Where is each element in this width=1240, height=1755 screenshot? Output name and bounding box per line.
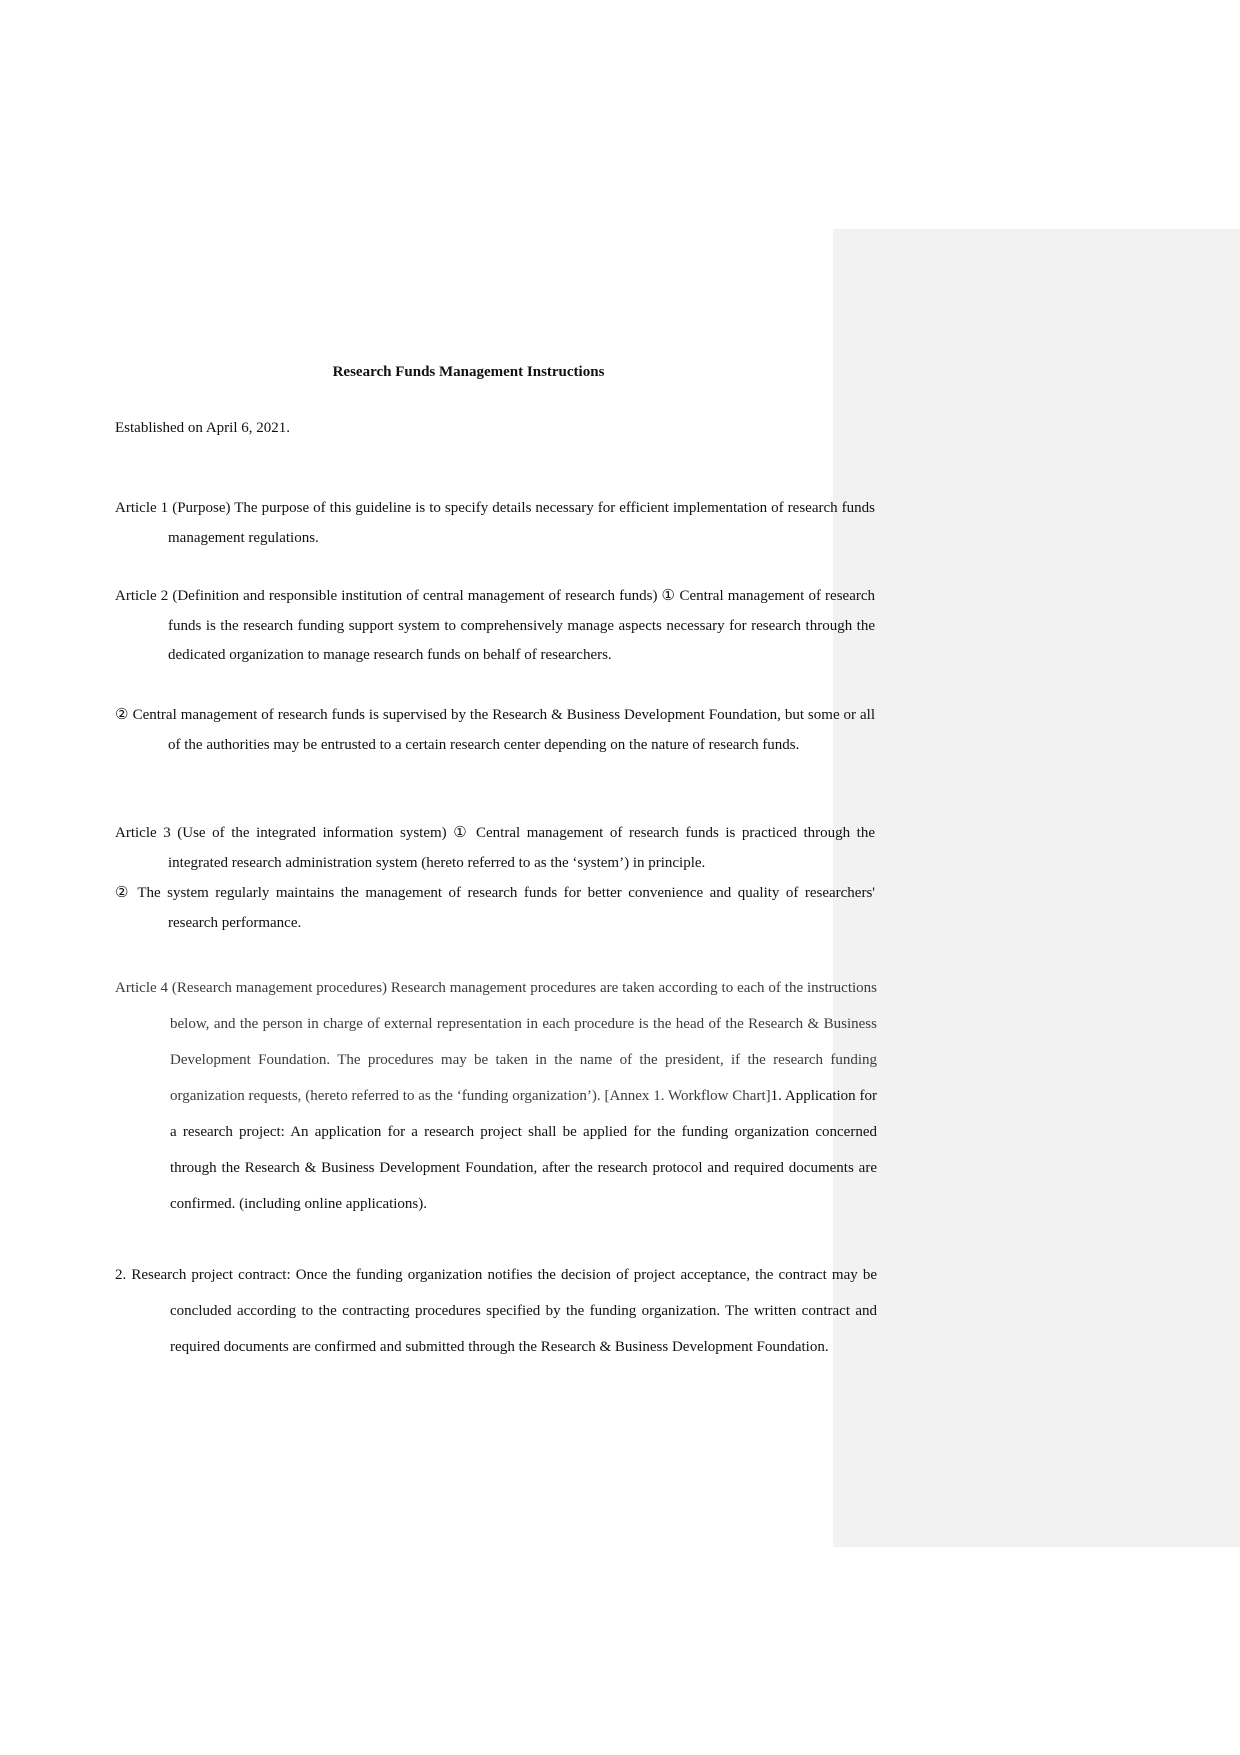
article-2: Article 2 (Definition and responsible institution of central management of research funds) ① Central management of research funds is the research funding support system to comprehensively manage aspects necessary for research through the dedicated organization to manage research funds on behalf of researchers. xyxy=(115,588,875,663)
established-date: Established on April 6, 2021. xyxy=(115,420,290,436)
article-2-item-2: ② Central management of research funds is supervised by the Research & Business Development Foundation, but some or all of the authorities may be entrusted to a certain research center depending on the nature of research funds. xyxy=(115,707,875,753)
article-4-item-2: 2. Research project contract: Once the funding organization notifies the decision of project acceptance, the contract may be concluded according to the contracting procedures specified by the funding organization. The written contract and required documents are confirmed and submitted through the Research & Business Development Foundation. xyxy=(115,1267,877,1355)
document-title: Research Funds Management Instructions xyxy=(332,364,605,380)
article-1: Article 1 (Purpose) The purpose of this guideline is to specify details necessary for efficient implementation of research funds management regulations. xyxy=(115,500,875,546)
article-3-item-2: ② The system regularly maintains the management of research funds for better convenience and quality of researchers' research performance. xyxy=(115,885,875,931)
article-4-intro: Article 4 (Research management procedures) Research management procedures are taken according to each of the instructions below, and the person in charge of external representation in each procedure is the head of the Research & Business Development Foundation. The procedures may be taken in the name of the president, if the research funding organization requests, (hereto referred to as the ‘funding organization’). [Annex 1. Workflow Chart] xyxy=(115,980,877,1104)
comment-pane xyxy=(833,229,1240,1547)
article-3: Article 3 (Use of the integrated information system) ① Central management of research funds is practiced through the integrated research administration system (hereto referred to as the ‘system’) in principle. xyxy=(115,825,875,871)
article-4 xyxy=(115,970,877,1222)
article-4-item-1: 1. Application for a research project: An application for a research project shall be applied for the funding organization concerned through the Research & Business Development Foundation, after the research protocol and required documents are confirmed. (including online applications). xyxy=(170,1088,877,1212)
